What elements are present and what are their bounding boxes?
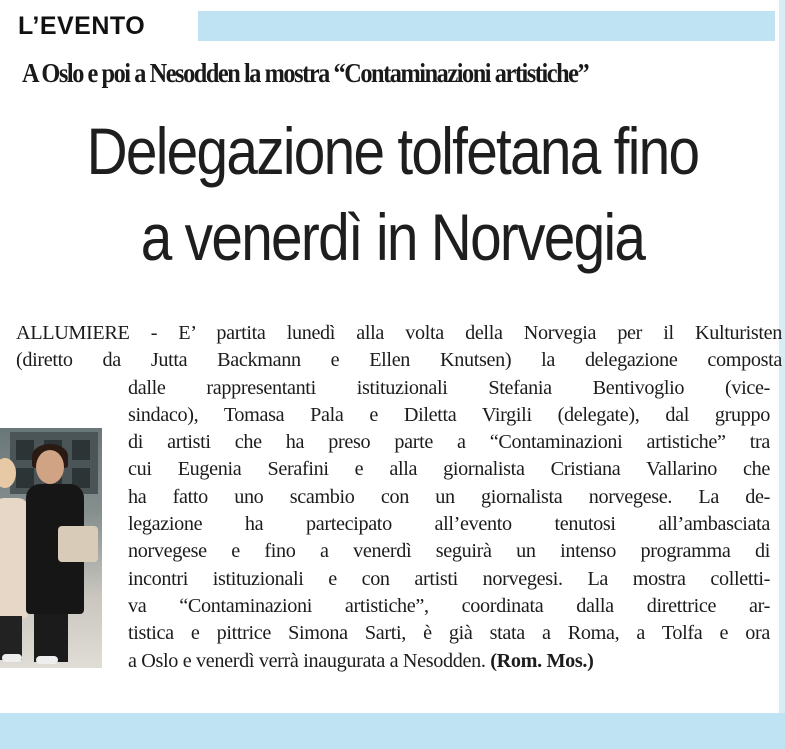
author-byline: (Rom. Mos.) <box>490 649 594 672</box>
article-subtitle: A Oslo e poi a Nesodden la mostra “Contaminazioni artistiche” <box>22 58 589 88</box>
body-line: ha fatto uno scambio con un giornalista norvegese. La de- <box>128 485 770 508</box>
body-line: norvegese e fino a venerdì seguirà un intenso programma di <box>128 540 770 563</box>
body-line: legazione ha partecipato all’evento tenutosi all’ambasciata <box>128 513 770 536</box>
body-line: tistica e pittrice Simona Sarti, è già stata a Roma, a Tolfa e ora <box>128 622 770 645</box>
body-line: cui Eugenia Serafini e alla giornalista Cristiana Vallarino che <box>128 458 770 481</box>
body-line: incontri istituzionali e con artisti norvegesi. La mostra colletti- <box>128 567 770 590</box>
body-line: a Oslo e venerdì verrà inaugurata a Nesodden. <box>128 649 486 672</box>
section-kicker: L’EVENTO <box>18 12 146 40</box>
body-line: va “Contaminazioni artistiche”, coordinata dalla direttrice ar- <box>128 594 770 617</box>
body-line: ALLUMIERE - E’ partita lunedì alla volta della Norvegia per il Kulturisten <box>16 322 782 344</box>
headline-line-2: a venerdì in Norvegia <box>140 200 645 274</box>
headline-line-1: Delegazione tolfetana fino <box>86 114 699 188</box>
body-line: sindaco), Tomasa Pala e Diletta Virgili (delegate), dal gruppo <box>128 403 770 426</box>
body-last-line <box>16 648 770 675</box>
kicker-color-bar <box>198 11 775 41</box>
body-line: dalle rappresentanti istituzionali Stefania Bentivoglio (vice- <box>128 376 770 399</box>
bottom-band <box>0 713 785 749</box>
body-line: (diretto da Jutta Backmann e Ellen Knutsen) la delegazione composta <box>16 349 782 372</box>
body-line: di artisti che ha preso parte a “Contaminazioni artistiche” tra <box>128 431 770 454</box>
article-body <box>16 320 782 675</box>
article-headline <box>55 108 730 280</box>
kicker-row <box>0 10 785 42</box>
